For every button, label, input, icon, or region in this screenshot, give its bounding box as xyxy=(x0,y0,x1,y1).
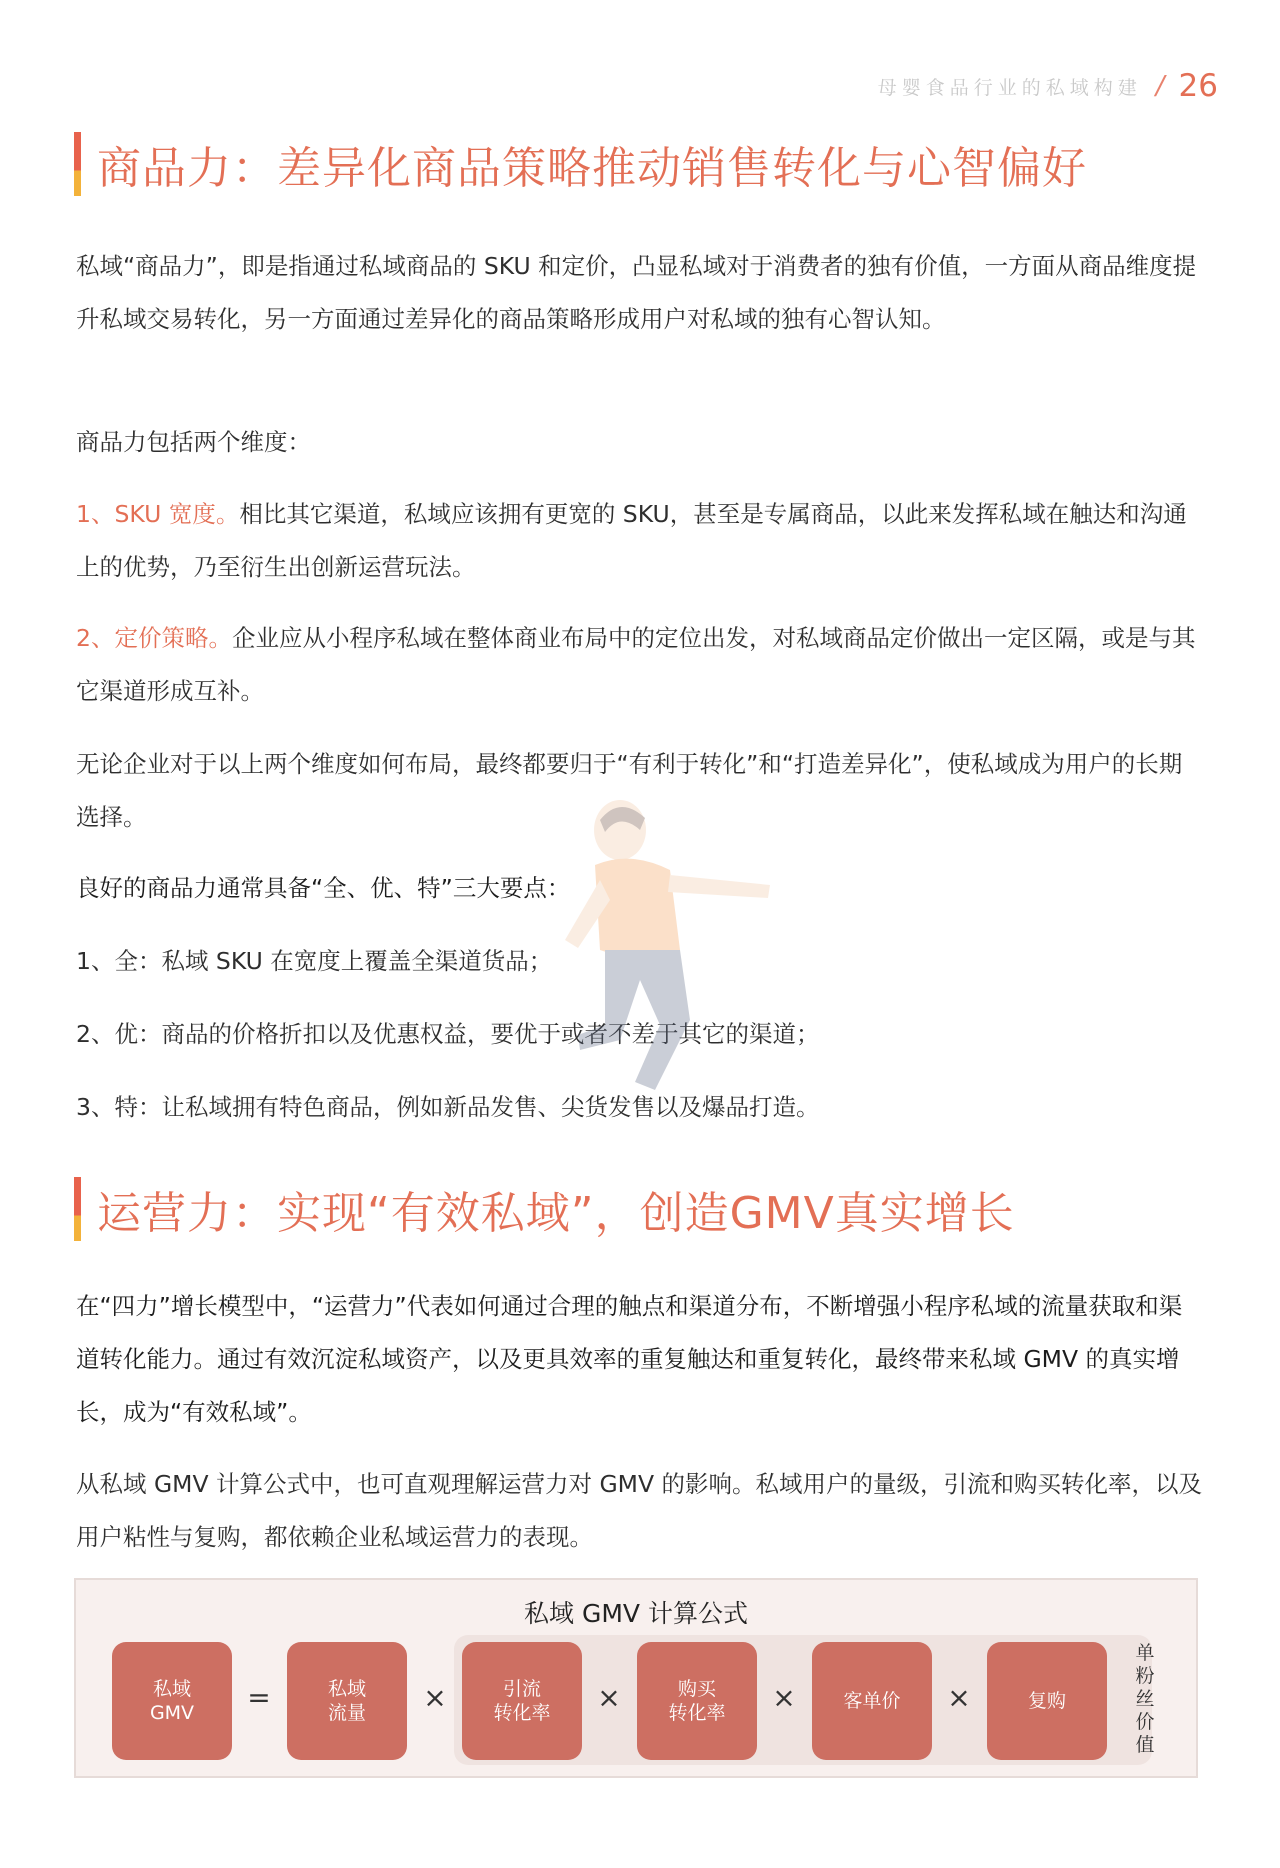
intro-paragraph: 私域“商品力”，即是指通过私域商品的 SKU 和定价，凸显私域对于消费者的独有价值，一方面从商品维度提升私域交易转化，另一方面通过差异化的商品策略形成用户对私域的独有心智认知。 xyxy=(76,252,1197,333)
formula-box-line: GMV xyxy=(149,1702,195,1724)
section-heading-operation-power xyxy=(74,1177,1015,1241)
section-heading-product-power xyxy=(74,132,1087,196)
operation-paragraph-2: 从私域 GMV 计算公式中，也可直观理解运营力对 GMV 的影响。私域用户的量级，引流和购买转化率，以及用户粘性与复购，都依赖企业私域运营力的表现。 xyxy=(76,1470,1203,1551)
formula-box-line: 客单价 xyxy=(843,1690,901,1712)
section-title: 商品力：差异化商品策略推动销售转化与心智偏好 xyxy=(97,143,1087,194)
gmv-formula-panel xyxy=(74,1578,1198,1778)
formula-box-private-gmv xyxy=(112,1642,232,1760)
dimension-2 xyxy=(76,612,1204,718)
heading-accent-bar xyxy=(74,132,81,196)
formula-box-unit-price xyxy=(812,1642,932,1760)
formula-title: 私域 GMV 计算公式 xyxy=(524,1599,748,1628)
formula-box-line: 复购 xyxy=(1027,1690,1066,1712)
formula-box-line: 私域 xyxy=(327,1678,366,1700)
points-lead: 良好的商品力通常具备“全、优、特”三大要点： xyxy=(76,874,571,902)
section-title: 运营力：实现“有效私域”，创造GMV真实增长 xyxy=(97,1188,1015,1239)
page-number: 26 xyxy=(1178,68,1218,104)
heading-accent-bar xyxy=(74,1177,81,1241)
point-item: 2、优：商品的价格折扣以及优惠权益，要优于或者不差于其它的渠道； xyxy=(76,1020,820,1048)
formula-box-private-traffic xyxy=(287,1642,407,1760)
dimension-2-text: 企业应从小程序私域在整体商业布局中的定位出发，对私域商品定价做出一定区隔，或是与其它渠道形成互补。 xyxy=(76,624,1196,705)
formula-operator-multiply: × xyxy=(597,1681,621,1714)
header-doc-title: 母婴食品行业的私域构建 xyxy=(877,76,1142,99)
formula-operator-multiply: × xyxy=(772,1681,796,1714)
conclusion-paragraph: 无论企业对于以上两个维度如何布局，最终都要归于“有利于转化”和“打造差异化”，使私域成为用户的长期选择。 xyxy=(76,750,1183,831)
formula-box-line: 引流 xyxy=(502,1678,541,1700)
formula-box-line: 转化率 xyxy=(493,1702,551,1724)
dimension-1 xyxy=(76,488,1204,594)
dimension-2-label: 2、定价策略。 xyxy=(76,624,232,652)
point-item: 3、特：让私域拥有特色商品，例如新品发售、尖货发售以及爆品打造。 xyxy=(76,1093,820,1121)
dimension-1-label: 1、SKU 宽度。 xyxy=(76,500,240,528)
page-header xyxy=(878,68,1218,104)
formula-box-line: 购买 xyxy=(677,1678,716,1700)
operation-paragraph-1: 在“四力”增长模型中，“运营力”代表如何通过合理的触点和渠道分布，不断增强小程序私域的流量获取和渠道转化能力。通过有效沉淀私域资产，以及更具效率的重复触达和重复转化，最终带来私域 GMV 的真实增长，成为“有效私域”。 xyxy=(76,1292,1183,1426)
formula-box-purchase-conversion xyxy=(637,1642,757,1760)
formula-box-lead-conversion xyxy=(462,1642,582,1760)
single-fan-value-label: 单粉丝价值 xyxy=(1135,1642,1155,1756)
header-divider: / xyxy=(1155,71,1165,101)
running-figure-illustration xyxy=(560,790,790,1110)
formula-operator-multiply: × xyxy=(947,1681,971,1714)
formula-box-repurchase xyxy=(987,1642,1107,1760)
formula-operator-multiply: × xyxy=(423,1681,447,1714)
formula-box-line: 转化率 xyxy=(668,1702,726,1724)
dimension-1-text: 相比其它渠道，私域应该拥有更宽的 SKU，甚至是专属商品，以此来发挥私域在触达和沟通上的优势，乃至衍生出创新运营玩法。 xyxy=(76,500,1187,581)
dimensions-lead: 商品力包括两个维度： xyxy=(76,428,311,456)
formula-box-line: 流量 xyxy=(327,1702,366,1724)
formula-operator-equals: = xyxy=(247,1681,271,1714)
point-item: 1、全：私域 SKU 在宽度上覆盖全渠道货品； xyxy=(76,947,553,975)
formula-box-line: 私域 xyxy=(152,1678,191,1700)
